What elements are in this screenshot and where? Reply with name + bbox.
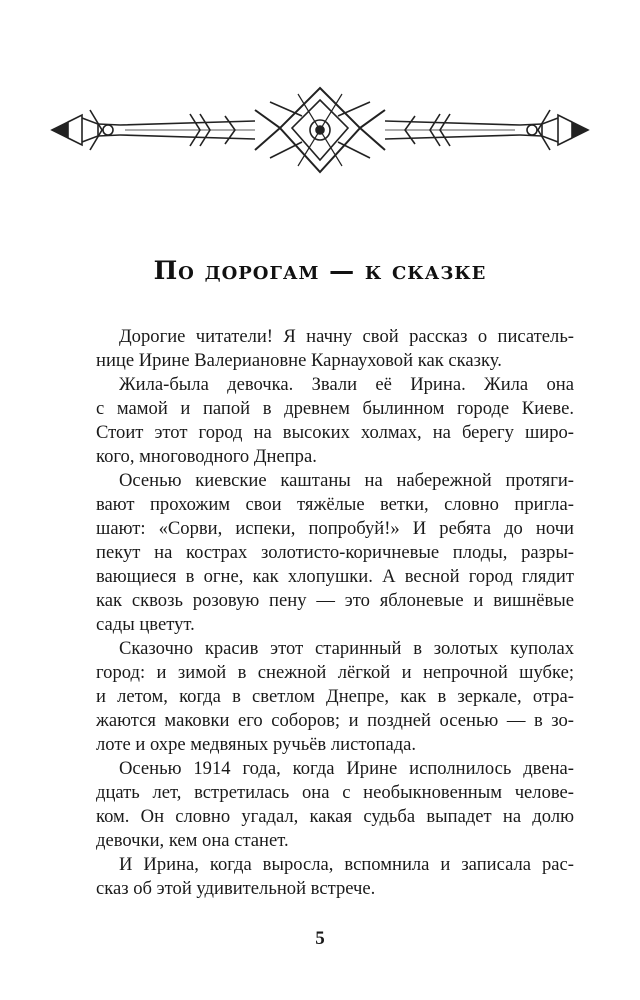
paragraph — [96, 325, 574, 373]
text-line: Осенью киевские каштаны на набережной протяги- — [119, 470, 574, 491]
text-line: дцать лет, встретилась она с необыкновенным челове- — [96, 782, 574, 803]
text-line: нице Ирине Валериановне Карнауховой как сказку. — [96, 350, 502, 371]
text-line: И Ирина, когда выросла, вспомнила и записала рас- — [119, 854, 574, 875]
text-line: вают прохожим свои тяжёлые ветки, словно пригла- — [96, 494, 574, 515]
text-line: как сквозь розовую пену — это яблоневые и вишнёвые — [96, 590, 574, 611]
text-line: вающиеся в огне, как хлопушки. А весной город глядит — [96, 566, 574, 587]
text-line: и летом, когда в светлом Днепре, как в зеркале, отра- — [96, 686, 574, 707]
text-line: город: и зимой в снежной лёгкой и непрочной шубке; — [96, 662, 574, 683]
paragraph — [96, 637, 574, 757]
page-title: По дорогам — к сказке — [153, 256, 487, 285]
text-line: Осенью 1914 года, когда Ирине исполнилось двена- — [119, 758, 574, 779]
text-line: жаются маковки его соборов; и поздней осенью — в зо- — [96, 710, 574, 731]
paragraph — [96, 373, 574, 469]
text-line: Стоит этот город на высоких холмах, на берегу широ- — [96, 422, 574, 443]
body-text — [96, 325, 574, 901]
paragraph — [96, 757, 574, 853]
text-line: девочки, кем она станет. — [96, 830, 289, 851]
text-line: с мамой и папой в древнем былинном городе Киеве. — [96, 398, 574, 419]
text-line: ком. Он словно угадал, какая судьба выпадет на долю — [96, 806, 574, 827]
text-line: кого, многоводного Днепра. — [96, 446, 317, 467]
page-number: 5 — [315, 928, 325, 949]
text-line: Сказочно красив этот старинный в золотых куполах — [119, 638, 574, 659]
text-line: сказ об этой удивительной встрече. — [96, 878, 376, 899]
celtic-knot-bar-ornament — [50, 80, 590, 180]
text-line: пекут на кострах золотисто-коричневые плоды, разры- — [96, 542, 574, 563]
paragraph — [96, 469, 574, 637]
paragraph — [96, 853, 574, 901]
text-line: Дорогие читатели! Я начну свой рассказ о писатель- — [119, 326, 574, 347]
text-line: Жила-была девочка. Звали её Ирина. Жила она — [119, 374, 574, 395]
text-line: лоте и охре медвяных ручьёв листопада. — [96, 734, 417, 755]
text-line: сады цветут. — [96, 614, 195, 635]
text-line: шают: «Сорви, испеки, попробуй!» И ребята до ночи — [96, 518, 574, 539]
